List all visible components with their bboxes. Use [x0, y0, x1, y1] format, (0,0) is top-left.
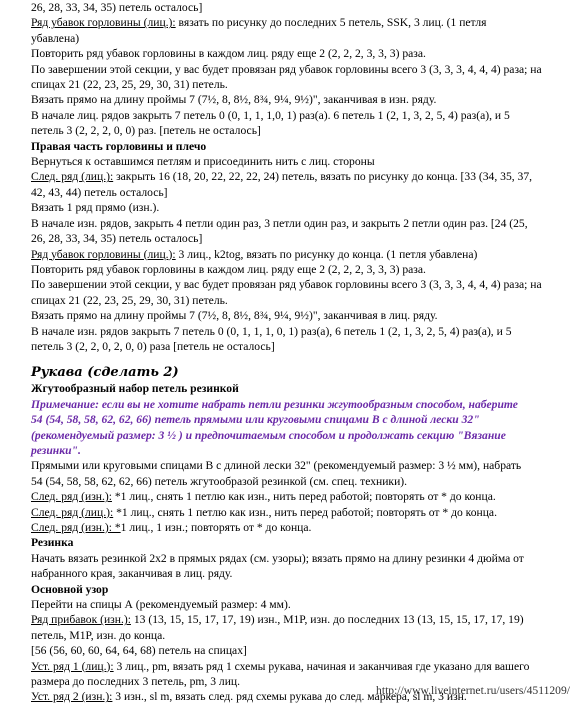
line-text: Вязать прямо на длину проймы 7 (7½, 8, 8½, 8¾, 9¼, 9½)", заканчивая в изн. ряду.: [31, 93, 437, 107]
watermark-url: http://www.liveinternet.ru/users/4511209/: [376, 684, 570, 697]
line-text: Повторить ряд убавок горловины в каждом лиц. ряду еще 2 (2, 2, 2, 3, 3, 3) раза.: [31, 47, 426, 61]
text-line: [31, 505, 571, 520]
line-text: В начале изн. рядов, закрыть 4 петли один раз, 3 петли один раз, и закрыть 2 петли один раз. [24 (25,: [31, 216, 528, 230]
section-heading: Резинка: [31, 536, 74, 550]
text-line: [31, 474, 571, 489]
note-line: Примечание: если вы не хотите набрать петли резинки жгутообразным способом, наберите: [31, 397, 518, 411]
line-text: Перейти на спицы А (рекомендуемый размер: 4 мм).: [31, 598, 291, 612]
text-line: [31, 31, 571, 46]
text-line: [31, 643, 571, 658]
text-line: [31, 62, 571, 77]
line-text: вязать по рисунку до последних 5 петель, SSK, 3 лиц. (1 петля: [175, 16, 487, 30]
line-text: По завершении этой секции, у вас будет провязан ряд убавок горловины всего 3 (3, 3, 3, 4, 4, 4) раза; на: [31, 62, 542, 76]
text-line: [31, 489, 571, 504]
line-text: 1 лиц., 1 изн.; повторять от * до конца.: [120, 521, 312, 534]
document-page: [31, 0, 571, 705]
text-line: [31, 293, 571, 308]
line-text: спицах 21 (22, 23, 25, 29, 30, 31) петель.: [31, 293, 228, 307]
line-text: спицах 21 (22, 23, 25, 29, 30, 31) петель.: [31, 78, 228, 92]
row-label: Уст. ряд 1 (лиц.):: [31, 659, 114, 673]
text-line: [31, 46, 571, 61]
section-title: Рукава (сделать 2): [31, 365, 179, 381]
text-line: [31, 659, 571, 674]
text-line: [31, 185, 571, 200]
line-text: Вязать прямо на длину проймы 7 (7½, 8, 8½, 8¾, 9¼, 9½)", заканчивая в лиц. ряду.: [31, 309, 438, 323]
row-label: След. ряд (лиц.):: [31, 170, 114, 184]
text-line: [31, 92, 571, 107]
line-text: Прямыми или круговыми спицами В с длиной лески 32" (рекомендуемый размер: 3 ½ мм), набрать: [31, 459, 522, 473]
line-text: Вернуться к оставшимся петлям и присоединить нить с лиц. стороны: [31, 155, 375, 169]
line-text: В начале лиц. рядов закрыть 7 петель 0 (0, 1, 1, 1,0, 1) раз(а). 6 петель 1 (2, 1, 3, 2, 5, 4) раз(а), и 5: [31, 108, 510, 122]
line-text: петель 3 (2, 2, 2, 0, 0) раз. [петель не осталось]: [31, 124, 261, 138]
note-line: (рекомендуемый размер: 3 ½ ) и предпочитаемым способом и продолжать секцию "Вязание: [31, 428, 506, 442]
row-label: Уст. ряд 2 (изн.):: [31, 690, 113, 704]
row-label: След. ряд (лиц.):: [31, 505, 114, 519]
line-text: 3 лиц., pm, вязать ряд 1 схемы рукава, начиная и заканчивая где указано для вашего: [113, 659, 530, 673]
text-line: [31, 231, 571, 246]
line-text: убавлена): [31, 31, 80, 45]
text-line: [31, 277, 571, 292]
line-text: 3 лиц., k2tog, вязать по рисунку до конца. (1 петля убавлена): [175, 247, 478, 261]
note-line: резинки".: [31, 443, 81, 457]
line-text: набранного края, заканчивая в лиц. ряду.: [31, 567, 233, 581]
line-text: [56 (56, 60, 60, 64, 64, 68) петель на спицах]: [31, 644, 247, 658]
line-text: петель, M1P, изн. до конца.: [31, 628, 166, 642]
text-line: [31, 262, 571, 277]
line-text: В начале изн. рядов закрыть 7 петель 0 (0, 1, 1, 1, 0, 1) раз(а), 6 петель 1 (2, 1, 3, 2, 5, 4) раз(а), и 5: [31, 324, 512, 338]
text-line: [31, 0, 571, 15]
section-heading: Правая часть горловины и плечо: [31, 139, 207, 153]
line-text: 26, 28, 33, 34, 35) петель осталось]: [31, 232, 203, 246]
text-line: [31, 628, 571, 643]
line-text: 26, 28, 33, 34, 35) петель осталось]: [31, 1, 203, 14]
note-line: 54 (54, 58, 58, 62, 62, 66) петель прямыми или круговыми спицами B с длиной лески 32": [31, 413, 480, 427]
line-text: размера до последних 3 петель, pm, 3 лиц.: [31, 675, 241, 689]
row-label: След. ряд (изн.): *: [31, 521, 121, 534]
line-text: Повторить ряд убавок горловины в каждом лиц. ряду еще 2 (2, 2, 2, 3, 3, 3) раза.: [31, 262, 426, 276]
line-text: 13 (13, 15, 15, 17, 17, 19) изн., M1P, изн. до последних 13 (13, 15, 15, 17, 17, 19): [130, 613, 524, 627]
line-text: Вязать 1 ряд прямо (изн.).: [31, 201, 160, 215]
text-line: [31, 247, 571, 262]
row-label: Ряд прибавок (изн.):: [31, 613, 131, 627]
text-line: [31, 551, 571, 566]
row-label: Ряд убавок горловины (лиц.):: [31, 16, 176, 30]
line-text: 3 изн., sl m, вязать след. ряд схемы рукава до след. маркера, sl m, 3 изн.: [112, 690, 467, 704]
text-line: [31, 308, 571, 323]
text-line: [31, 77, 571, 92]
line-text: Начать вязать резинкой 2х2 в прямых рядах (см. узоры); вязать прямо на длину резинки 4 дюйма от: [31, 551, 524, 565]
line-text: 54 (54, 58, 58, 62, 62, 66) петель жгутообразой резинкой (см. спец. техники).: [31, 474, 408, 488]
line-text: 42, 43, 44) петель осталось]: [31, 185, 168, 199]
text-line: [31, 612, 571, 627]
text-line: [31, 108, 571, 123]
text-line: [31, 597, 571, 612]
text-line: [31, 123, 571, 138]
row-label: Ряд убавок горловины (лиц.):: [31, 247, 176, 261]
section-heading: Жгутообразный набор петель резинкой: [31, 382, 239, 396]
section-heading: Основной узор: [31, 582, 109, 596]
line-text: петель 3 (2, 2, 0, 2, 0, 0) раза [петель не осталось]: [31, 339, 275, 353]
text-line: [31, 15, 571, 30]
text-line: [31, 324, 571, 339]
text-line: [31, 520, 571, 535]
line-text: *1 лиц., снять 1 петлю как изн., нить перед работой; повторять от * до конца.: [113, 505, 497, 519]
line-text: По завершении этой секции, у вас будет провязан ряд убавок горловины всего 3 (3, 3, 3, 4, 4, 4) раза; на: [31, 278, 542, 292]
row-label: След. ряд (изн.):: [31, 490, 112, 504]
line-text: закрыть 16 (18, 20, 22, 22, 22, 24) петель, вязать по рисунку до конца. [33 (34, 35, 37,: [113, 170, 533, 184]
text-line: [31, 216, 571, 231]
text-line: [31, 200, 571, 215]
text-line: [31, 566, 571, 581]
text-line: [31, 169, 571, 184]
line-text: *1 лиц., снять 1 петлю как изн., нить перед работой; повторять от * до конца.: [111, 490, 496, 504]
text-line: [31, 154, 571, 169]
text-line: [31, 458, 571, 473]
text-line: [31, 339, 571, 354]
